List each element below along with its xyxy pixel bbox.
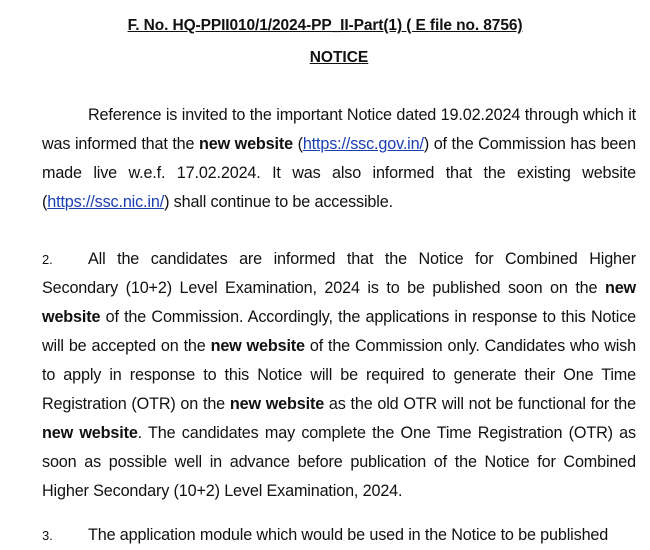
para2-text-3: of the Commission only. Candidates who wish to apply in response to this Notice will be required to generate their One Time Registration (OTR) on the	[42, 337, 636, 413]
para2-bold-3: new website	[229, 395, 325, 413]
existing-website-link[interactable]: https://ssc.nic.in/	[47, 193, 165, 211]
para1-text-1: Reference is invited to the important Notice dated 19.02.2024 through which it was informed that the	[42, 106, 636, 153]
para2-bold-4: new website	[42, 424, 138, 442]
para2-text-1: All the candidates are informed that the Notice for Combined Higher Secondary (10+2) Level Examination, 2024 is to be published soon on the	[42, 250, 636, 297]
para1-text-3: ) of the Commission has been made live w.e.f. 17.02.2024. It was also informed that the existing website (	[42, 135, 636, 211]
para2-text-2: of the Commission. Accordingly, the applications in response to this Notice will be accepted on the	[42, 308, 636, 355]
paragraph-2	[42, 245, 636, 506]
para2-bold-2: new website	[210, 337, 305, 355]
paragraph-number: 3.	[42, 528, 53, 543]
para2-text-4: as the old OTR will not be functional for the	[324, 395, 636, 413]
paragraph-3	[42, 521, 636, 550]
para3-text-1: The application module which would be used in the Notice to be published	[88, 526, 609, 544]
new-website-link[interactable]: https://ssc.gov.in/	[302, 135, 424, 153]
para1-text-4: ) shall continue to be accessible.	[164, 193, 393, 211]
para1-text-2: (	[292, 135, 303, 153]
paragraph-number: 2.	[42, 252, 53, 267]
file-number-heading: F. No. HQ-PPII010/1/2024-PP_II-Part(1) ( E file no. 8756)	[127, 17, 523, 34]
paragraph-1	[42, 101, 636, 217]
notice-title: NOTICE	[309, 49, 369, 66]
para2-text-5: . The candidates may complete the One Time Registration (OTR) as soon as possible well in advance before publication of the Notice for Combined Higher Secondary (10+2) Level Examination, 2024.	[42, 424, 636, 500]
para2-bold-1: new website	[42, 279, 636, 326]
para1-bold-new-website: new website	[199, 135, 293, 153]
